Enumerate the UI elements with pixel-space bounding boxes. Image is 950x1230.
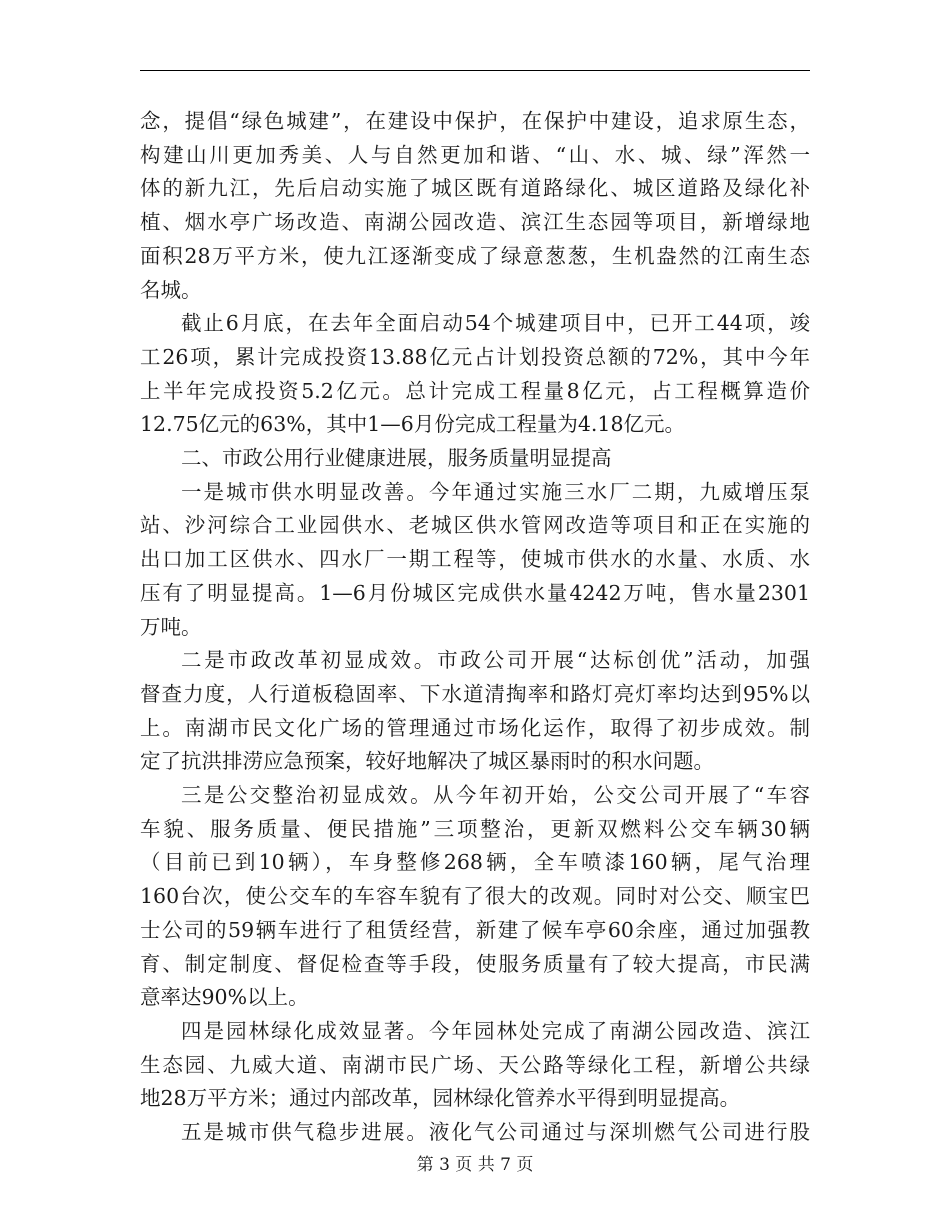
text-line: 二是市政改革初显成效。市政公司开展“达标创优”活动，加强 xyxy=(181,648,810,673)
text-line: 160台次，使公交车的车容车貌有了很大的改观。同时对公交、顺宝巴 xyxy=(140,884,810,909)
text-line: 育、制定制度、督促检查等手段，使服务质量有了较大提高，市民满 xyxy=(140,951,810,976)
text-line: 上半年完成投资5.2亿元。总计完成工程量8亿元，占工程概算造价 xyxy=(140,378,810,403)
text-line: 五是城市供气稳步进展。液化气公司通过与深圳燃气公司进行股 xyxy=(181,1120,810,1145)
text-line: （目前已到10辆），车身整修268辆，全车喷漆160辆，尾气治理 xyxy=(140,850,810,875)
text-line: 压有了明显提高。1—6月份城区完成供水量4242万吨，售水量2301 xyxy=(140,580,810,605)
text-line: 一是城市供水明显改善。今年通过实施三水厂二期，九威增压泵 xyxy=(181,479,810,504)
text-line: 出口加工区供水、四水厂一期工程等，使城市供水的水量、水质、水 xyxy=(140,547,810,572)
text-line: 站、沙河综合工业园供水、老城区供水管网改造等项目和正在实施的 xyxy=(140,513,810,538)
text-line: 四是园林绿化成效显著。今年园林处完成了南湖公园改造、滨江 xyxy=(181,1018,810,1043)
text-line: 督查力度，人行道板稳固率、下水道清掏率和路灯亮灯率均达到95%以 xyxy=(140,681,810,706)
text-line: 上。南湖市民文化广场的管理通过市场化运作，取得了初步成效。制 xyxy=(140,715,810,740)
text-line: 念，提倡“绿色城建”，在建设中保护，在保护中建设，追求原生态， xyxy=(140,109,810,133)
text-line: 构建山川更加秀美、人与自然更加和谐、“山、水、城、绿”浑然一 xyxy=(140,142,810,167)
text-line: 体的新九江，先后启动实施了城区既有道路绿化、城区道路及绿化补 xyxy=(140,176,810,201)
text-line: 车貌、服务质量、便民措施”三项整治，更新双燃料公交车辆30辆 xyxy=(140,816,810,841)
header-rule xyxy=(140,70,810,71)
page-number: 第 3 页 共 7 页 xyxy=(416,1155,534,1175)
text-line: 12.75亿元的63%，其中1—6月份完成工程量为4.18亿元。 xyxy=(140,412,685,437)
text-line: 地28万平方米；通过内部改革，园林绿化管养水平得到明显提高。 xyxy=(140,1086,741,1111)
text-line: 生态园、九威大道、南湖市民广场、天公路等绿化工程，新增公共绿 xyxy=(140,1052,810,1077)
text-line: 二、市政公用行业健康进展，服务质量明显提高 xyxy=(181,446,612,471)
text-line: 万吨。 xyxy=(140,614,202,639)
document-body xyxy=(140,105,810,1150)
text-line: 植、烟水亭广场改造、南湖公园改造、滨江生态园等项目，新增绿地 xyxy=(140,210,810,235)
text-line: 三是公交整治初显成效。从今年初开始，公交公司开展了“车容 xyxy=(181,783,810,808)
text-line: 士公司的59辆车进行了租赁经营，新建了候车亭60余座，通过加强教 xyxy=(140,917,810,942)
text-line: 工26项，累计完成投资13.88亿元占计划投资总额的72%，其中今年 xyxy=(140,344,810,369)
text-line: 名城。 xyxy=(140,277,202,302)
text-line: 意率达90%以上。 xyxy=(140,985,309,1010)
text-line: 截止6月底，在去年全面启动54个城建项目中，已开工44项，竣 xyxy=(181,311,810,336)
text-line: 面积28万平方米，使九江逐渐变成了绿意葱葱，生机盎然的江南生态 xyxy=(140,243,810,268)
text-line: 定了抗洪排涝应急预案，较好地解决了城区暴雨时的积水问题。 xyxy=(140,749,714,774)
